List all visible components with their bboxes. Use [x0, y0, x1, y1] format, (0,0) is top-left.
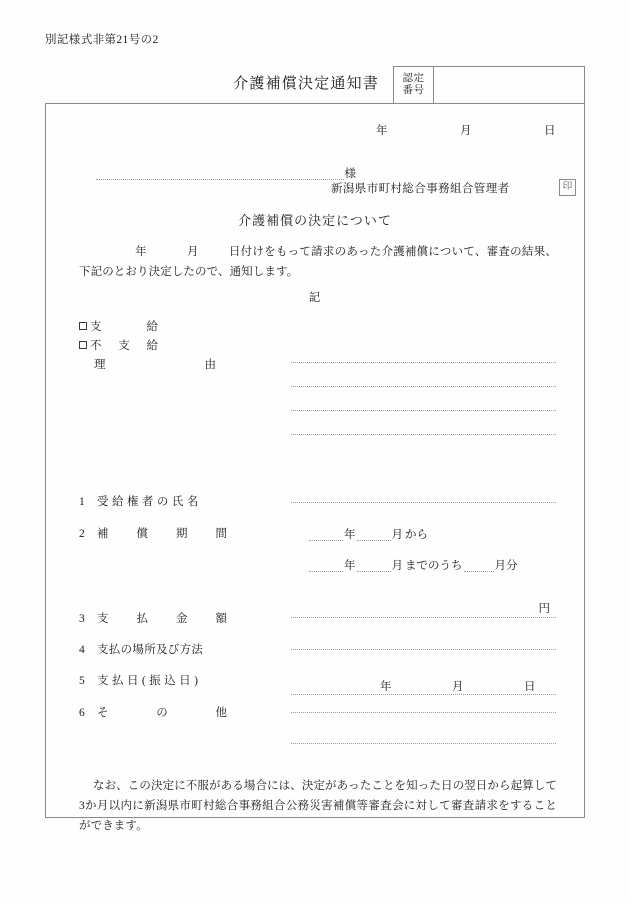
form-number: 別記様式非第21号の2	[45, 34, 159, 46]
page-title: 介護補償決定通知書	[233, 76, 379, 92]
item-value-2-to[interactable]	[291, 560, 556, 572]
period-from-suffix: から	[405, 528, 428, 541]
period-to-suffix: までのうち	[405, 559, 463, 572]
amount-field[interactable]	[291, 617, 556, 618]
item2-char2: 償	[136, 528, 148, 540]
recipient-name-field[interactable]	[291, 502, 556, 503]
body-month: 月	[186, 246, 199, 258]
payment-place-method-field[interactable]	[291, 649, 556, 650]
paydate-year-unit: 年	[380, 680, 392, 693]
item-value-4[interactable]	[291, 649, 556, 650]
item-number-5: 5	[79, 675, 85, 687]
item6-char3: 他	[215, 707, 227, 719]
item3-char4: 額	[215, 613, 227, 625]
checkbox-payment[interactable]	[79, 322, 87, 330]
amount-unit: 円	[538, 602, 550, 615]
item-label-6	[79, 704, 227, 720]
ki-marker: 記	[308, 292, 322, 304]
item-value-5[interactable]	[291, 680, 556, 695]
reason-line[interactable]	[291, 410, 556, 411]
reason-label	[94, 356, 216, 372]
item-label-2	[79, 525, 227, 541]
payment-date-field[interactable]	[291, 680, 556, 695]
issue-date-line	[376, 122, 556, 138]
item-value-6-line2[interactable]	[291, 743, 556, 744]
paydate-rule	[291, 694, 556, 695]
period-count-field[interactable]	[464, 560, 494, 572]
checkbox-row-payment[interactable]	[79, 318, 158, 334]
item-text-5: 支 払 日 ( 振 込 日 )	[97, 675, 199, 687]
payment-label-char1: 支	[90, 321, 102, 333]
item3-char2: 払	[136, 613, 148, 625]
period-to-month-unit: 月	[391, 559, 403, 572]
item2-char3: 期	[176, 528, 188, 540]
period-to-year-field[interactable]	[309, 560, 343, 572]
nonpayment-label-char3: 給	[146, 340, 158, 352]
reason-line[interactable]	[291, 362, 556, 363]
item-label-3	[79, 610, 227, 626]
reason-line[interactable]	[291, 386, 556, 387]
certification-number-field[interactable]	[434, 67, 584, 103]
issue-date-day: 日	[544, 125, 556, 137]
period-from-year-field[interactable]	[309, 529, 343, 541]
reason-label-char1: 理	[94, 359, 106, 371]
issuer-organization: 新潟県市町村総合事務組合管理者	[331, 182, 510, 195]
issue-date-year: 年	[376, 125, 388, 137]
addressee-row	[96, 166, 356, 180]
item-text-1: 受 給 権 者 の 氏 名	[97, 496, 199, 508]
item-number-4: 4	[79, 644, 85, 656]
period-to-month-field[interactable]	[357, 560, 391, 572]
body-paragraph	[79, 242, 557, 282]
item3-char3: 金	[176, 613, 188, 625]
closing-text: なお、この決定に不服がある場合には、決定があったことを知った日の翌日から起算して3か月以内に新潟県市町村総合事務組合公務災害補償等審査会に対して審査請求をすることができます。	[79, 780, 557, 833]
item3-char1: 支	[97, 613, 109, 625]
period-from-month-unit: 月	[391, 528, 403, 541]
item2-char1: 補	[97, 528, 109, 540]
closing-paragraph	[79, 776, 557, 836]
reason-label-char2: 由	[204, 359, 216, 371]
body-text: 日付けをもって請求のあった介護補償について、審査の結果、下記のとおり決定したので、通知します。	[79, 246, 557, 279]
item-number-2: 2	[79, 528, 85, 540]
document-frame	[45, 103, 585, 833]
issuer-row	[331, 179, 576, 196]
certification-label-line2: 番号	[402, 85, 425, 96]
item-number-3: 3	[79, 613, 85, 625]
seal-icon: 印	[559, 179, 576, 196]
item2-char4: 間	[215, 528, 227, 540]
checkbox-nonpayment[interactable]	[79, 341, 87, 349]
item-number-6: 6	[79, 707, 85, 719]
item6-char1: そ	[97, 707, 109, 719]
payment-label-char2: 給	[146, 321, 158, 333]
reason-field[interactable]	[291, 362, 556, 458]
period-from-year-unit: 年	[344, 528, 356, 541]
item-label-4	[79, 641, 203, 657]
period-to-year-unit: 年	[344, 559, 356, 572]
item-label-5	[79, 672, 198, 688]
subject-heading: 介護補償の決定について	[238, 213, 392, 228]
item-text-4: 支払の場所及び方法	[97, 644, 204, 656]
certification-number-label	[394, 67, 434, 103]
nonpayment-label-char2: 支	[118, 340, 130, 352]
issue-date-month: 月	[460, 125, 472, 137]
addressee-honorific: 様	[344, 167, 356, 180]
certification-label-line1: 認定	[402, 72, 425, 84]
reason-line[interactable]	[291, 434, 556, 435]
period-from-month-field[interactable]	[357, 529, 391, 541]
addressee-name-field[interactable]	[96, 166, 344, 180]
item-number-1: 1	[79, 496, 85, 508]
body-year: 年	[135, 246, 147, 258]
other-field-line[interactable]	[291, 743, 556, 744]
item-value-2-from[interactable]	[291, 529, 556, 541]
checkbox-row-nonpayment[interactable]	[79, 337, 158, 353]
item-value-3[interactable]	[291, 602, 556, 618]
title-row	[45, 66, 585, 103]
period-count-unit: 月分	[494, 559, 518, 572]
certification-number-box	[393, 66, 585, 103]
item6-char2: の	[156, 707, 168, 719]
item-label-1	[79, 493, 199, 509]
nonpayment-label-char1: 不	[90, 340, 102, 352]
item-value-6-line1[interactable]	[291, 712, 556, 713]
other-field-line[interactable]	[291, 712, 556, 713]
item-value-1[interactable]	[291, 502, 556, 503]
paydate-day-unit: 日	[524, 680, 536, 693]
paydate-month-unit: 月	[452, 680, 464, 693]
